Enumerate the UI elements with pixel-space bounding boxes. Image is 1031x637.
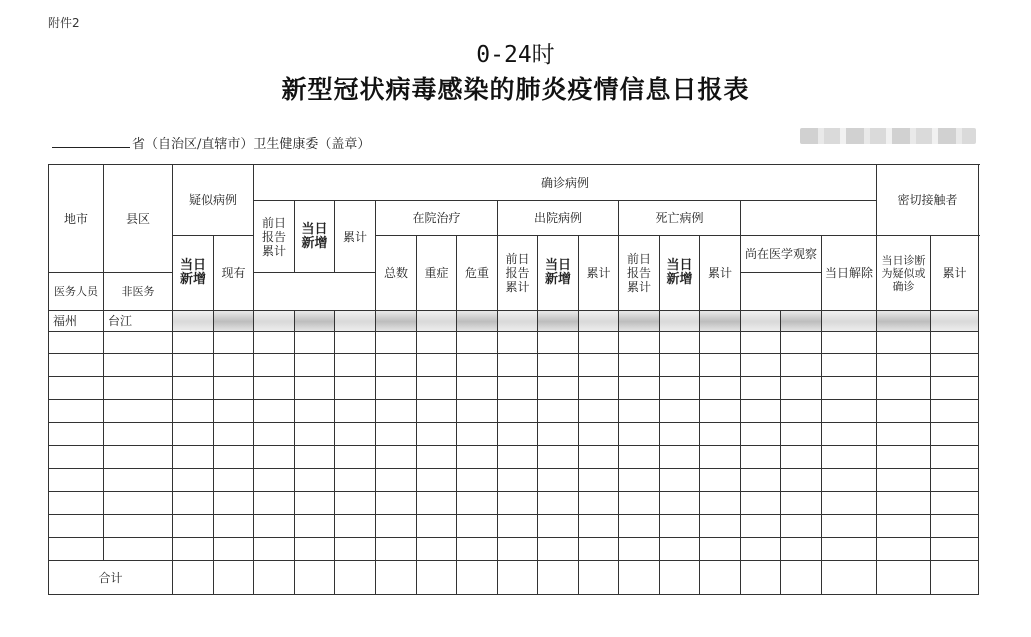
header-discharged-prev: 前日报告累计 (498, 236, 538, 311)
table-row (49, 400, 979, 423)
table-row (49, 538, 979, 561)
redacted-cell (877, 311, 931, 332)
redacted-cell (417, 311, 457, 332)
header-under-observation: 尚在医学观察 (741, 236, 822, 273)
header-discharged-new: 当日新增 (538, 236, 579, 311)
header-confirmed: 确诊病例 (254, 165, 877, 201)
header-deaths-new: 当日新增 (660, 236, 700, 311)
header-in-hospital: 在院治疗 (376, 201, 498, 236)
header-deaths-prev: 前日报告累计 (619, 236, 660, 311)
header-prev-reported: 前日报告累计 (254, 201, 295, 273)
header-non-medical: 非医务 (104, 273, 173, 311)
redacted-cell (781, 311, 822, 332)
redacted-cell (295, 311, 335, 332)
report-title: 新型冠状病毒感染的肺炎疫情信息日报表 (281, 75, 750, 104)
table-row (49, 354, 979, 377)
header-contacts-cumulative: 累计 (931, 236, 979, 311)
header-suspected: 疑似病例 (173, 165, 254, 236)
header-deaths: 死亡病例 (619, 201, 741, 236)
redacted-cell (173, 311, 214, 332)
attachment-label: 附件2 (48, 16, 80, 30)
header-critical: 危重 (457, 236, 498, 311)
daily-report-table (48, 164, 979, 595)
table-row (49, 423, 979, 446)
header-discharged-cumulative: 累计 (579, 236, 619, 311)
redacted-cell (457, 311, 498, 332)
redacted-cell (931, 311, 979, 332)
redacted-cell (335, 311, 376, 332)
total-label: 合计 (49, 561, 173, 595)
header-city: 地市 (49, 165, 104, 273)
table-row (49, 446, 979, 469)
report-time-range: 0-24时 (476, 42, 555, 68)
table-row (49, 469, 979, 492)
redacted-cell (254, 311, 295, 332)
province-blank (52, 135, 130, 148)
table-row (49, 377, 979, 400)
redacted-cell (660, 311, 700, 332)
row-county: 台江 (104, 311, 173, 332)
row-city: 福州 (49, 311, 104, 332)
redacted-cell (741, 311, 781, 332)
header-close-contacts: 密切接触者 (877, 165, 979, 236)
header-suspected-new: 当日新增 (173, 236, 214, 311)
total-row (49, 561, 979, 595)
header-in-hospital-total: 总数 (376, 236, 417, 311)
redacted-cell (700, 311, 741, 332)
redacted-cell (214, 311, 254, 332)
header-cumulative: 累计 (335, 201, 376, 273)
header-diagnosed-today: 当日诊断为疑似或确诊 (877, 236, 931, 311)
header-deaths-cumulative: 累计 (700, 236, 741, 311)
redacted-cell (498, 311, 538, 332)
redacted-cell (538, 311, 579, 332)
header-today-new: 当日新增 (295, 201, 335, 273)
province-line (52, 133, 370, 152)
redacted-date-area (800, 128, 976, 144)
redacted-cell (619, 311, 660, 332)
table-row (49, 515, 979, 538)
table-row (49, 492, 979, 515)
redacted-cell (822, 311, 877, 332)
header-released-today: 当日解除 (822, 236, 877, 311)
province-label: 省（自治区/直辖市）卫生健康委（盖章） (132, 137, 371, 152)
header-medical-staff: 医务人员 (49, 273, 104, 311)
header-discharged: 出院病例 (498, 201, 619, 236)
redacted-cell (579, 311, 619, 332)
table-row (49, 332, 979, 354)
header-county: 县区 (104, 165, 173, 273)
header-severe: 重症 (417, 236, 457, 311)
header-suspected-current: 现有 (214, 236, 254, 311)
redacted-cell (376, 311, 417, 332)
table-row (49, 311, 979, 332)
